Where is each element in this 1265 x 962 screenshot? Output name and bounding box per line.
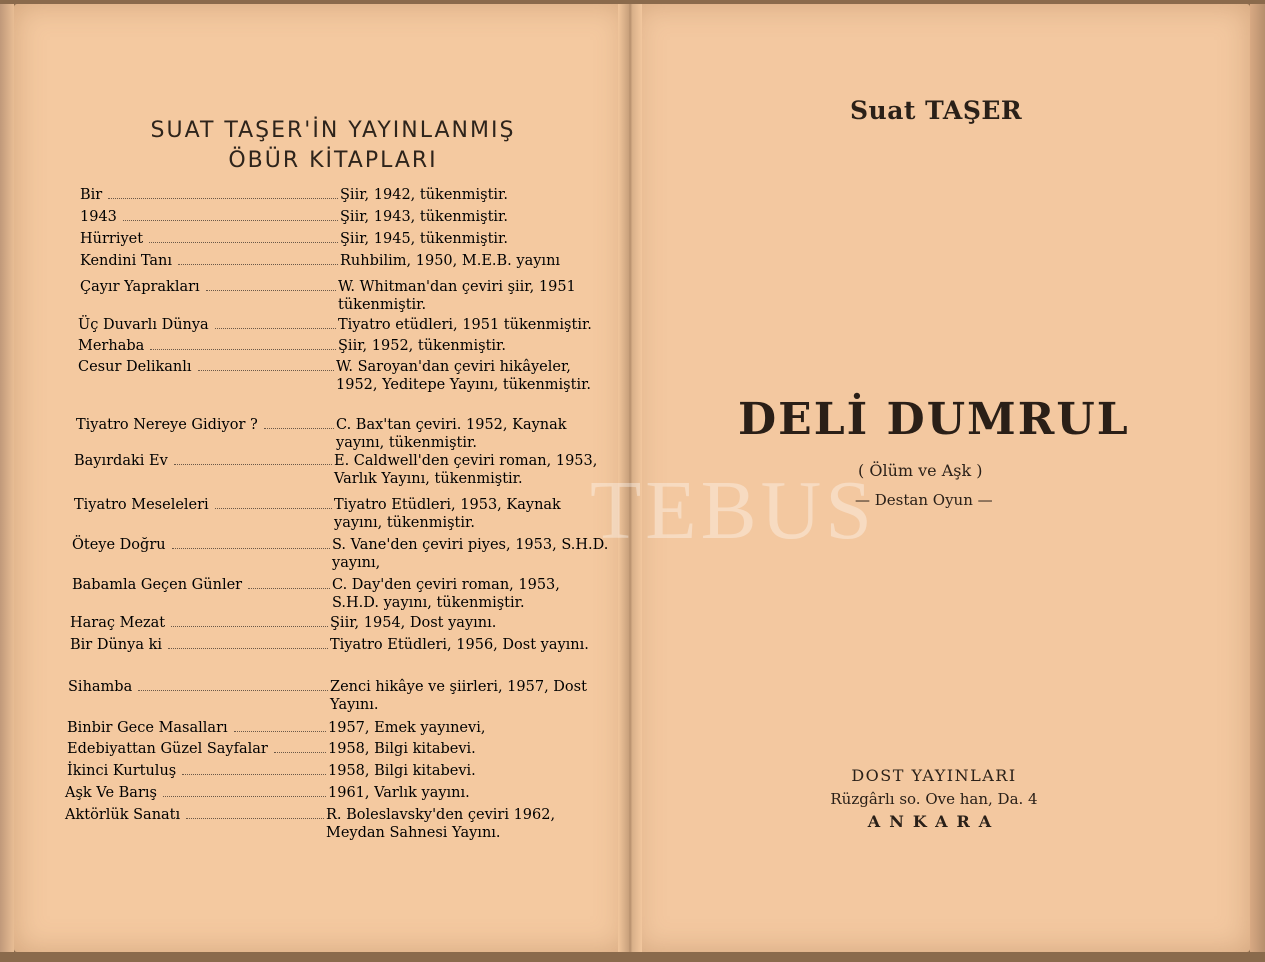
book-description: Tiyatro Etüdleri, 1953, Kaynak yayını, tükenmiştir. (334, 497, 561, 531)
dotted-leader (168, 648, 328, 649)
book-title-entry: Sihamba (68, 679, 133, 695)
dotted-leader (149, 242, 338, 243)
book-title-entry: Kendini Tanı (80, 253, 173, 269)
book-title-entry: Aktörlük Sanatı (65, 807, 181, 823)
book-description: 1961, Varlık yayını. (328, 785, 470, 801)
book-subtitle: ( Ölüm ve Aşk ) (858, 461, 983, 480)
dotted-leader (138, 690, 328, 691)
book-description: Tiyatro etüdleri, 1951 tükenmiştir. (338, 317, 592, 333)
dotted-leader (150, 349, 336, 350)
dotted-leader (234, 731, 326, 732)
cover-edge-right (1250, 4, 1265, 952)
dotted-leader (206, 290, 336, 291)
publisher-address: Rüzgârlı so. Ove han, Da. 4 (830, 790, 1038, 808)
book-title-entry: Hürriyet (80, 231, 144, 247)
dotted-leader (198, 370, 334, 371)
dotted-leader (171, 626, 328, 627)
book-description: Zenci hikâye ve şiirleri, 1957, Dost Yayını. (330, 679, 587, 713)
book-title-entry: Babamla Geçen Günler (72, 577, 243, 593)
book-description: Şiir, 1943, tükenmiştir. (340, 209, 508, 225)
book-title-entry: Tiyatro Meseleleri (74, 497, 209, 513)
book-title-entry: Haraç Mezat (70, 615, 166, 631)
book-title-entry: Cesur Delikanlı (78, 359, 192, 375)
book-title-entry: Bayırdaki Ev (74, 453, 168, 469)
book-description: 1957, Emek yayınevi, (328, 720, 486, 736)
book-title-entry: Üç Duvarlı Dünya (78, 317, 209, 333)
book-description: C. Bax'tan çeviri. 1952, Kaynak yayını, tükenmiştir. (336, 417, 567, 451)
book-description: W. Whitman'dan çeviri şiir, 1951 tükenmiştir. (338, 279, 576, 313)
dotted-leader (178, 264, 338, 265)
book-description: Şiir, 1954, Dost yayını. (330, 615, 497, 631)
book-description: S. Vane'den çeviri piyes, 1953, S.H.D. yayını, (332, 537, 609, 571)
dotted-leader (174, 464, 332, 465)
book-description: C. Day'den çeviri roman, 1953, S.H.D. yayını, tükenmiştir. (332, 577, 560, 611)
heading-line-1: SUAT TAŞER'İN YAYINLANMIŞ (150, 118, 516, 143)
book-list (0, 0, 626, 962)
book-description: Şiir, 1945, tükenmiştir. (340, 231, 508, 247)
dotted-leader (248, 588, 330, 589)
author-name: Suat TAŞER (850, 96, 1023, 125)
book-description: 1958, Bilgi kitabevi. (328, 763, 476, 779)
dotted-leader (163, 796, 326, 797)
dotted-leader (182, 774, 326, 775)
book-genre: — Destan Oyun — (855, 491, 993, 509)
book-title-entry: 1943 (80, 209, 117, 225)
book-description: Şiir, 1952, tükenmiştir. (338, 338, 506, 354)
dotted-leader (264, 428, 334, 429)
dotted-leader (172, 548, 330, 549)
book-description: Şiir, 1942, tükenmiştir. (340, 187, 508, 203)
dotted-leader (215, 328, 336, 329)
book-title: DELİ DUMRUL (738, 394, 1130, 445)
dotted-leader (186, 818, 324, 819)
book-title-entry: Çayır Yaprakları (80, 279, 200, 295)
book-description: E. Caldwell'den çeviri roman, 1953, Varlık Yayını, tükenmiştir. (334, 453, 598, 487)
book-description: 1958, Bilgi kitabevi. (328, 741, 476, 757)
book-title-entry: Binbir Gece Masalları (67, 720, 228, 736)
book-description: W. Saroyan'dan çeviri hikâyeler, 1952, Yeditepe Yayını, tükenmiştir. (336, 359, 592, 393)
publisher-name: DOST YAYINLARI (851, 766, 1017, 785)
book-title-entry: Öteye Doğru (72, 537, 166, 553)
book-title-entry: Aşk Ve Barış (65, 785, 157, 801)
dotted-leader (123, 220, 338, 221)
publisher-city: ANKARA (867, 812, 1001, 831)
book-description: R. Boleslavsky'den çeviri 1962, Meydan Sahnesi Yayını. (326, 807, 556, 841)
book-description: Ruhbilim, 1950, M.E.B. yayını (340, 253, 561, 269)
dotted-leader (108, 198, 338, 199)
watermark: TEBUS (590, 464, 877, 557)
book-title-entry: Tiyatro Nereye Gidiyor ? (76, 417, 258, 433)
dotted-leader (274, 752, 326, 753)
book-title-entry: Edebiyattan Güzel Sayfalar (67, 741, 268, 757)
heading-line-2: ÖBÜR KİTAPLARI (228, 148, 438, 173)
book-description: Tiyatro Etüdleri, 1956, Dost yayını. (330, 637, 589, 653)
dotted-leader (215, 508, 332, 509)
book-title-entry: Bir (80, 187, 103, 203)
book-title-entry: Bir Dünya ki (70, 637, 163, 653)
book-title-entry: Merhaba (78, 338, 145, 354)
book-title-entry: İkinci Kurtuluş (67, 763, 177, 779)
